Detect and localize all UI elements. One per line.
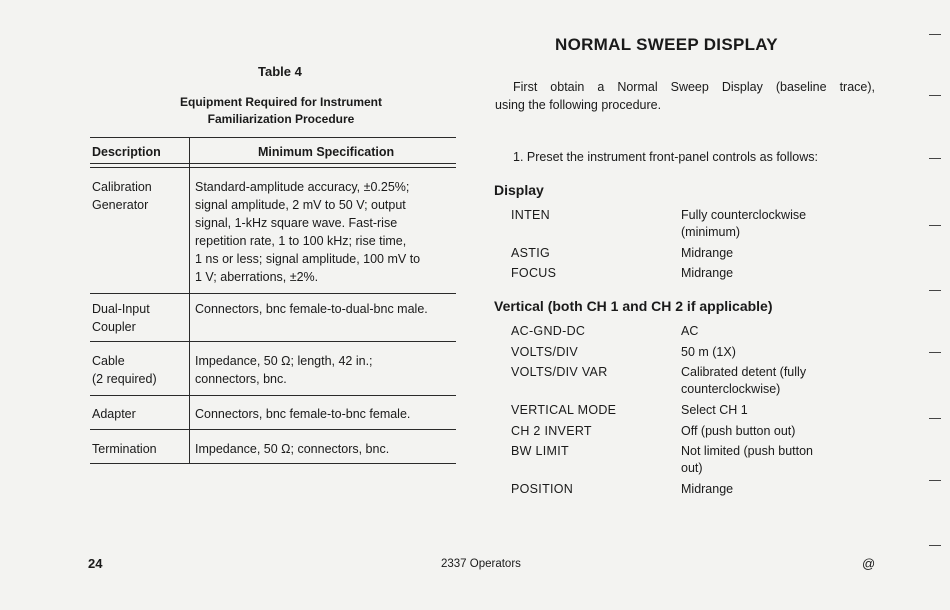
control-setting	[681, 323, 871, 340]
section-title: NORMAL SWEEP DISPLAY	[555, 35, 778, 54]
control-setting	[681, 344, 871, 361]
row-rule	[90, 293, 456, 294]
cell-line: Dual-Input	[92, 302, 150, 316]
control-name: POSITION	[511, 482, 574, 496]
cell-line: signal, 1-kHz square wave. Fast-rise	[195, 216, 398, 230]
table-row-description	[92, 178, 186, 214]
vertical-heading: Vertical (both CH 1 and CH 2 if applicable)	[494, 298, 773, 314]
control-name: INTEN	[511, 208, 550, 222]
control-setting	[681, 423, 871, 440]
cell-line: Cable	[92, 354, 125, 368]
table-row-specification	[195, 352, 455, 388]
intro-paragraph	[495, 78, 875, 114]
table-caption-line: Familiarization Procedure	[207, 112, 355, 126]
setting-line: AC	[681, 324, 699, 338]
control-setting	[681, 481, 871, 498]
setting-line: Fully counterclockwise	[681, 208, 807, 222]
edge-mark	[929, 225, 941, 226]
cell-line: Coupler	[92, 320, 136, 334]
cell-line: Adapter	[92, 407, 136, 421]
row-rule	[90, 341, 456, 342]
edge-mark	[929, 480, 941, 481]
page-number: 24	[88, 556, 103, 571]
table-row-description	[92, 405, 186, 423]
cell-line: 1 ns or less; signal amplitude, 100 mV to	[195, 252, 421, 266]
row-rule	[90, 395, 456, 396]
control-name: ASTIG	[511, 246, 551, 260]
control-setting	[681, 402, 871, 419]
table-row-description	[92, 352, 186, 388]
table-row-specification	[195, 178, 455, 286]
setting-line: Off (push button out)	[681, 424, 796, 438]
control-name: VOLTS/DIV	[511, 345, 579, 359]
step-1: 1. Preset the instrument front-panel controls as follows:	[513, 150, 819, 164]
table-row-description	[92, 440, 186, 458]
table-row-specification	[195, 300, 455, 318]
cell-line: 1 V; aberrations, ±2%.	[195, 270, 319, 284]
control-name: CH 2 INVERT	[511, 424, 592, 438]
setting-line: Midrange	[681, 266, 734, 280]
column-header-description: Description	[92, 145, 161, 159]
control-name: VOLTS/DIV VAR	[511, 365, 608, 379]
cell-line: Impedance, 50 Ω; length, 42 in.;	[195, 354, 373, 368]
row-rule	[90, 429, 456, 430]
setting-line: Select CH 1	[681, 403, 748, 417]
table-row-specification	[195, 405, 455, 423]
cell-line: Calibration	[92, 180, 152, 194]
cell-line: Impedance, 50 Ω; connectors, bnc.	[195, 442, 390, 456]
setting-line: out)	[681, 461, 703, 475]
edge-mark	[929, 158, 941, 159]
control-name: VERTICAL MODE	[511, 403, 617, 417]
cell-line: connectors, bnc.	[195, 372, 287, 386]
publisher-mark: @	[862, 556, 876, 571]
header-rule	[90, 163, 456, 164]
header-rule	[90, 167, 456, 168]
cell-line: Connectors, bnc female-to-dual-bnc male.	[195, 302, 428, 316]
table-caption	[140, 94, 422, 128]
edge-mark	[929, 95, 941, 96]
edge-mark	[929, 545, 941, 546]
setting-line: Calibrated detent (fully	[681, 365, 807, 379]
control-setting	[681, 207, 871, 241]
table-bottom-rule	[90, 463, 456, 464]
intro-line: using the following procedure.	[495, 98, 662, 112]
table-row-specification	[195, 440, 455, 458]
cell-line: (2 required)	[92, 372, 157, 386]
control-setting	[681, 443, 871, 477]
table-row-description	[92, 300, 186, 336]
edge-mark	[929, 290, 941, 291]
cell-line: signal amplitude, 2 mV to 50 V; output	[195, 198, 406, 212]
edge-mark	[929, 34, 941, 35]
column-header-specification: Minimum Specification	[258, 145, 395, 159]
intro-line: First obtain a Normal Sweep Display (baseline trace),	[513, 80, 875, 94]
control-setting	[681, 245, 871, 262]
edge-mark	[929, 352, 941, 353]
table-label: Table 4	[258, 64, 302, 79]
setting-line: counterclockwise)	[681, 382, 781, 396]
setting-line: Midrange	[681, 246, 734, 260]
setting-line: 50 m (1X)	[681, 345, 736, 359]
control-name: AC-GND-DC	[511, 324, 586, 338]
column-divider	[189, 138, 190, 463]
cell-line: repetition rate, 1 to 100 kHz; rise time,	[195, 234, 407, 248]
control-name: FOCUS	[511, 266, 557, 280]
edge-mark	[929, 418, 941, 419]
control-setting	[681, 265, 871, 282]
cell-line: Generator	[92, 198, 149, 212]
cell-line: Termination	[92, 442, 157, 456]
control-name: BW LIMIT	[511, 444, 569, 458]
table-top-rule	[90, 137, 456, 138]
cell-line: Connectors, bnc female-to-bnc female.	[195, 407, 411, 421]
manual-title: 2337 Operators	[441, 558, 521, 570]
display-heading: Display	[494, 182, 544, 198]
cell-line: Standard-amplitude accuracy, ±0.25%;	[195, 180, 410, 194]
table-caption-line: Equipment Required for Instrument	[179, 95, 382, 109]
setting-line: Midrange	[681, 482, 734, 496]
setting-line: (minimum)	[681, 225, 741, 239]
setting-line: Not limited (push button	[681, 444, 814, 458]
control-setting	[681, 364, 871, 398]
